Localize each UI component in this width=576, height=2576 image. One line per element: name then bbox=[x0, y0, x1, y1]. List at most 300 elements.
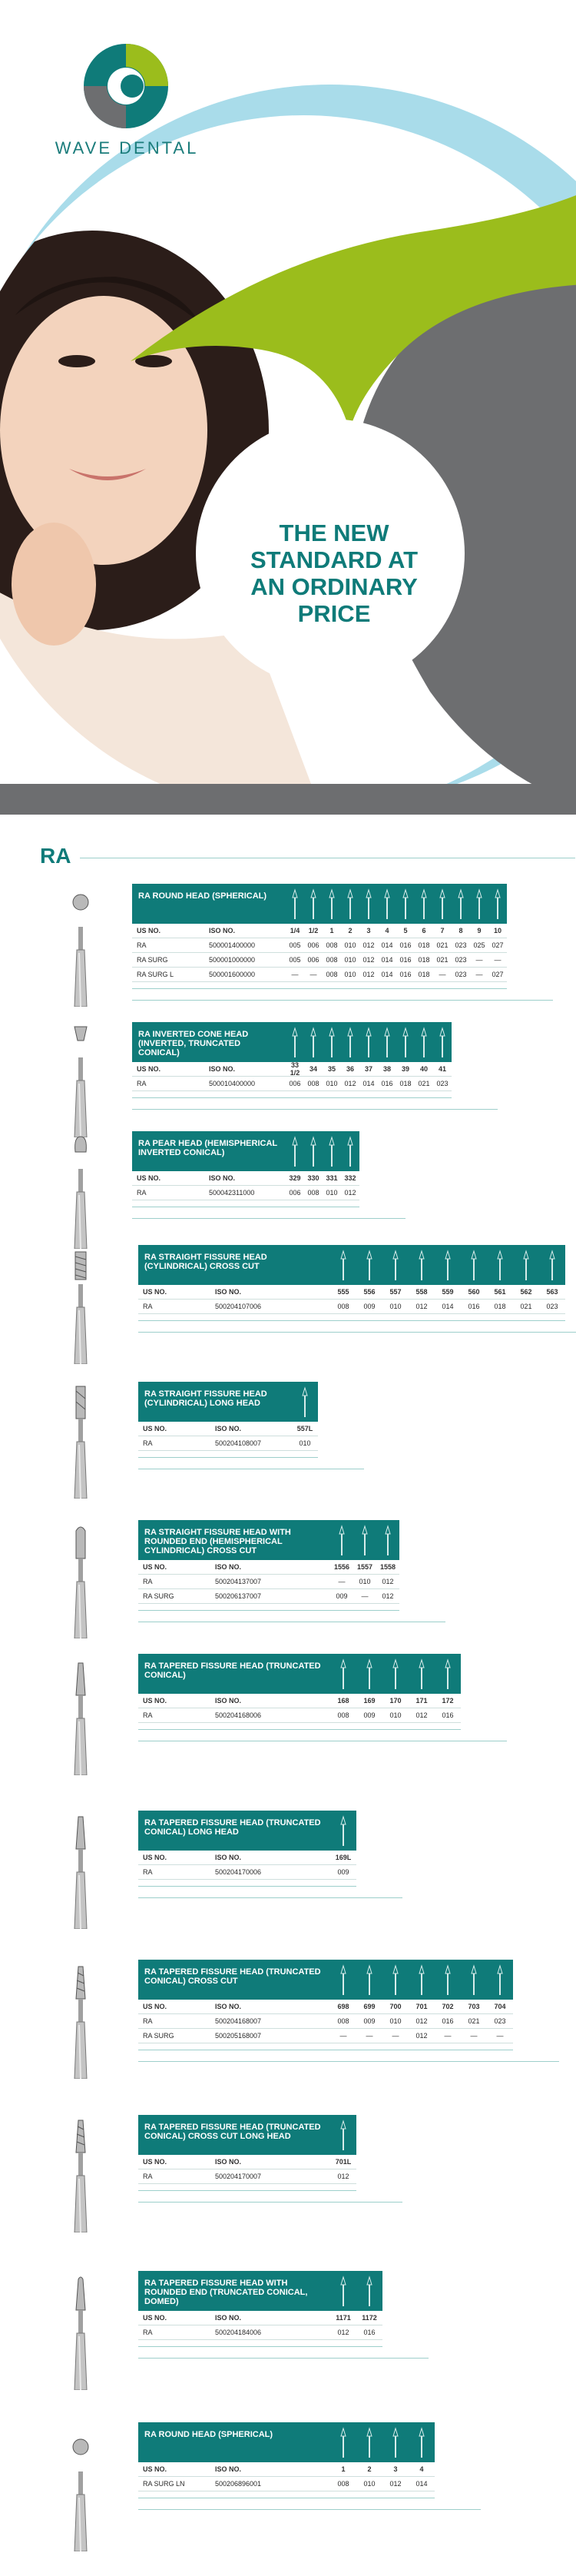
size-label: 561 bbox=[494, 1288, 506, 1296]
us-no-cell: RA bbox=[143, 1578, 153, 1585]
us-no-cell: RA bbox=[143, 2173, 153, 2180]
diameter-cell: 021 bbox=[468, 2017, 480, 2025]
us-no-header: US NO. bbox=[143, 2158, 167, 2166]
table-header bbox=[138, 2115, 356, 2155]
iso-no-cell: 500042311000 bbox=[209, 1189, 255, 1197]
diameter-cell: 012 bbox=[344, 1080, 356, 1087]
table-row bbox=[132, 968, 507, 982]
diameter-cell: 016 bbox=[381, 1080, 393, 1087]
us-no-cell: RA bbox=[143, 2329, 153, 2336]
iso-no-cell: 500204168007 bbox=[215, 2017, 262, 2025]
bur-image bbox=[68, 1022, 94, 1141]
product-table bbox=[138, 1654, 507, 1741]
diameter-cell: 016 bbox=[363, 2329, 376, 2336]
diameter-cell: — bbox=[310, 971, 317, 978]
size-silhouette-icon bbox=[461, 1245, 487, 1285]
us-no-header: US NO. bbox=[143, 2314, 167, 2322]
table-row bbox=[132, 1077, 452, 1091]
size-label: 698 bbox=[337, 2003, 349, 2010]
section-title: RA bbox=[40, 844, 71, 868]
diameter-cell: 008 bbox=[337, 2480, 349, 2488]
product-table bbox=[138, 2115, 402, 2203]
size-silhouette-icon bbox=[488, 884, 507, 924]
bur-image bbox=[68, 2117, 94, 2236]
table-divider bbox=[132, 1000, 553, 1001]
size-silhouette-icon bbox=[359, 1022, 378, 1062]
product-title: RA TAPERED FISSURE HEAD (TRUNCATED CONICAL) CROSS CUT LONG HEAD bbox=[144, 2123, 321, 2141]
size-label: 36 bbox=[346, 1065, 354, 1073]
table-column-headers bbox=[132, 924, 507, 938]
diameter-cell: 006 bbox=[289, 1080, 301, 1087]
table-column-headers bbox=[138, 2462, 435, 2477]
diameter-cell: — bbox=[496, 2032, 504, 2040]
us-no-cell: RA SURG L bbox=[137, 971, 174, 978]
diameter-cell: 006 bbox=[307, 941, 319, 949]
us-no-header: US NO. bbox=[137, 1174, 161, 1182]
us-no-cell: RA bbox=[143, 1303, 153, 1310]
bur-image bbox=[68, 1814, 94, 1933]
size-label: 557L bbox=[296, 1425, 313, 1432]
iso-no-cell: 500204168006 bbox=[215, 1711, 262, 1719]
diameter-cell: 021 bbox=[436, 956, 449, 964]
size-label: 41 bbox=[438, 1065, 446, 1073]
size-silhouette-icon bbox=[539, 1245, 565, 1285]
size-silhouette-icon bbox=[356, 2271, 382, 2311]
diameter-cell: 008 bbox=[307, 1080, 319, 1087]
size-label: 40 bbox=[419, 1065, 428, 1073]
diameter-cell: 008 bbox=[337, 2017, 349, 2025]
size-label: 329 bbox=[289, 1174, 301, 1182]
diameter-cell: 018 bbox=[418, 941, 430, 949]
diameter-cell: 012 bbox=[337, 2173, 349, 2180]
bur-image bbox=[68, 2275, 94, 2394]
table-divider bbox=[138, 2509, 481, 2510]
diameter-cell: 012 bbox=[415, 2017, 428, 2025]
diameter-cell: 008 bbox=[326, 941, 338, 949]
table-divider bbox=[138, 2061, 559, 2062]
diameter-cell: — bbox=[392, 2032, 399, 2040]
iso-no-header: ISO NO. bbox=[215, 2314, 242, 2322]
diameter-cell: 010 bbox=[326, 1189, 338, 1197]
size-silhouette-icon bbox=[433, 884, 452, 924]
size-label: 3 bbox=[366, 927, 371, 934]
size-label: 1171 bbox=[336, 2314, 351, 2322]
section-header bbox=[40, 844, 539, 867]
diameter-cell: 012 bbox=[344, 1189, 356, 1197]
us-no-header: US NO. bbox=[143, 1563, 167, 1571]
diameter-cell: — bbox=[439, 971, 446, 978]
diameter-cell: 010 bbox=[359, 1578, 371, 1585]
product-table bbox=[132, 1022, 498, 1110]
us-no-header: US NO. bbox=[137, 927, 161, 934]
table-divider bbox=[132, 1097, 452, 1098]
diameter-cell: 021 bbox=[520, 1303, 532, 1310]
diameter-cell: — bbox=[338, 1578, 346, 1585]
size-silhouette-icon bbox=[286, 1131, 304, 1171]
hero-headline bbox=[219, 520, 449, 627]
us-no-cell: RA SURG bbox=[143, 1592, 174, 1600]
size-silhouette-icon bbox=[435, 1960, 461, 2000]
diameter-cell: 016 bbox=[468, 1303, 480, 1310]
size-silhouette-icon bbox=[409, 1960, 435, 2000]
diameter-cell: 016 bbox=[399, 971, 412, 978]
size-label: 6 bbox=[422, 927, 426, 934]
size-silhouette-icon bbox=[409, 1654, 435, 1694]
diameter-cell: 010 bbox=[389, 1711, 402, 1719]
size-silhouette-icon bbox=[356, 1960, 382, 2000]
iso-no-header: ISO NO. bbox=[215, 1854, 242, 1861]
size-label: 168 bbox=[337, 1697, 349, 1705]
size-silhouette-icon bbox=[330, 2115, 356, 2155]
diameter-cell: 012 bbox=[362, 956, 375, 964]
table-row bbox=[132, 938, 507, 953]
product-table bbox=[132, 884, 553, 1001]
size-label: 563 bbox=[546, 1288, 558, 1296]
us-no-header: US NO. bbox=[143, 1854, 167, 1861]
size-label: 331 bbox=[326, 1174, 338, 1182]
iso-no-header: ISO NO. bbox=[215, 1697, 242, 1705]
diameter-cell: 012 bbox=[337, 2329, 349, 2336]
diameter-cell: — bbox=[470, 2032, 478, 2040]
size-label: 2 bbox=[348, 927, 353, 934]
table-row bbox=[138, 2029, 513, 2043]
table-header bbox=[138, 1520, 399, 1560]
size-silhouette-icon bbox=[304, 1022, 323, 1062]
product-table bbox=[138, 2422, 481, 2510]
diameter-cell: — bbox=[475, 971, 483, 978]
size-label: 699 bbox=[363, 2003, 376, 2010]
headline-line-2: STANDARD AT bbox=[250, 546, 419, 573]
size-label: 172 bbox=[442, 1697, 454, 1705]
size-label: 701 bbox=[415, 2003, 428, 2010]
product-title: RA ROUND HEAD (SPHERICAL) bbox=[138, 891, 267, 901]
product-title: RA STRAIGHT FISSURE HEAD WITH ROUNDED END (HEMISPHERICAL CYLINDRICAL) CROSS CUT bbox=[144, 1528, 291, 1555]
table-column-headers bbox=[138, 2000, 513, 2014]
us-no-header: US NO. bbox=[143, 1697, 167, 1705]
size-silhouette-icon bbox=[396, 884, 415, 924]
product-title: RA STRAIGHT FISSURE HEAD (CYLINDRICAL) LONG HEAD bbox=[144, 1389, 267, 1408]
size-silhouette-icon bbox=[435, 1654, 461, 1694]
iso-no-cell: 500001400000 bbox=[209, 941, 256, 949]
table-divider bbox=[138, 2358, 429, 2359]
size-label: 559 bbox=[442, 1288, 454, 1296]
size-label: 1/2 bbox=[308, 927, 319, 934]
diameter-cell: — bbox=[339, 2032, 347, 2040]
table-divider bbox=[138, 2190, 356, 2191]
us-no-header: US NO. bbox=[143, 1425, 167, 1432]
product-title: RA TAPERED FISSURE HEAD (TRUNCATED CONICAL) LONG HEAD bbox=[144, 1818, 321, 1837]
table-column-headers bbox=[132, 1171, 359, 1186]
diameter-cell: 016 bbox=[399, 941, 412, 949]
size-silhouette-icon bbox=[435, 1245, 461, 1285]
us-no-header: US NO. bbox=[143, 1288, 167, 1296]
diameter-cell: 010 bbox=[299, 1439, 311, 1447]
size-label: 9 bbox=[477, 927, 482, 934]
bur-image bbox=[68, 891, 94, 1011]
diameter-cell: 008 bbox=[326, 971, 338, 978]
size-label: 39 bbox=[401, 1065, 409, 1073]
size-label: 169 bbox=[363, 1697, 376, 1705]
size-silhouette-icon bbox=[330, 1520, 353, 1560]
diameter-cell: 023 bbox=[455, 956, 467, 964]
table-divider bbox=[138, 1457, 318, 1458]
size-silhouette-icon bbox=[330, 1960, 356, 2000]
size-silhouette-icon bbox=[356, 2422, 382, 2462]
product-title: RA ROUND HEAD (SPHERICAL) bbox=[144, 2430, 273, 2439]
size-silhouette-icon bbox=[452, 884, 470, 924]
diameter-cell: 008 bbox=[337, 1303, 349, 1310]
table-row bbox=[138, 2325, 382, 2340]
diameter-cell: 010 bbox=[344, 971, 356, 978]
size-label: 560 bbox=[468, 1288, 480, 1296]
size-label: 558 bbox=[415, 1288, 428, 1296]
diameter-cell: 023 bbox=[546, 1303, 558, 1310]
size-silhouette-icon bbox=[409, 1245, 435, 1285]
size-label: 4 bbox=[419, 2465, 424, 2473]
iso-no-header: ISO NO. bbox=[209, 927, 236, 934]
size-silhouette-icon bbox=[341, 1131, 359, 1171]
table-header bbox=[138, 1960, 513, 2000]
bur-image bbox=[68, 2436, 94, 2555]
size-silhouette-icon bbox=[470, 884, 488, 924]
size-label: 37 bbox=[364, 1065, 372, 1073]
size-label: 33 1/2 bbox=[290, 1061, 300, 1077]
diameter-cell: — bbox=[366, 2032, 373, 2040]
product-table bbox=[132, 1131, 406, 1219]
size-label: 332 bbox=[344, 1174, 356, 1182]
us-no-cell: RA bbox=[143, 2017, 153, 2025]
table-header bbox=[138, 1382, 318, 1422]
table-divider bbox=[132, 1218, 406, 1219]
product-table bbox=[138, 1811, 402, 1898]
diameter-cell: 012 bbox=[415, 1303, 428, 1310]
table-header bbox=[132, 884, 507, 924]
diameter-cell: 023 bbox=[436, 1080, 449, 1087]
diameter-cell: 006 bbox=[307, 956, 319, 964]
diameter-cell: 016 bbox=[442, 1711, 454, 1719]
table-header bbox=[138, 2422, 435, 2462]
us-no-header: US NO. bbox=[143, 2003, 167, 2010]
size-silhouette-icon bbox=[409, 2422, 435, 2462]
table-column-headers bbox=[138, 1560, 399, 1575]
diameter-cell: 012 bbox=[362, 971, 375, 978]
diameter-cell: 023 bbox=[455, 971, 467, 978]
diameter-cell: 014 bbox=[362, 1080, 375, 1087]
table-column-headers bbox=[138, 2311, 382, 2325]
size-label: 8 bbox=[458, 927, 463, 934]
diameter-cell: 014 bbox=[381, 941, 393, 949]
us-no-cell: RA bbox=[143, 1868, 153, 1876]
diameter-cell: — bbox=[291, 971, 299, 978]
diameter-cell: 010 bbox=[344, 956, 356, 964]
table-row bbox=[132, 1186, 359, 1200]
diameter-cell: 010 bbox=[344, 941, 356, 949]
product-table bbox=[138, 1382, 364, 1469]
diameter-cell: 010 bbox=[363, 2480, 376, 2488]
wave-dental-logo-icon bbox=[80, 40, 172, 132]
table-row bbox=[132, 953, 507, 968]
table-column-headers bbox=[138, 1285, 565, 1300]
iso-no-cell: 500010400000 bbox=[209, 1080, 256, 1087]
diameter-cell: 008 bbox=[326, 956, 338, 964]
diameter-cell: 018 bbox=[418, 956, 430, 964]
diameter-cell: 023 bbox=[494, 2017, 506, 2025]
size-silhouette-icon bbox=[330, 2422, 356, 2462]
table-divider bbox=[138, 1886, 356, 1887]
table-row bbox=[138, 2477, 435, 2491]
diameter-cell: 009 bbox=[363, 1303, 376, 1310]
size-label: 330 bbox=[307, 1174, 319, 1182]
iso-no-header: ISO NO. bbox=[215, 1425, 242, 1432]
diameter-cell: 012 bbox=[415, 1711, 428, 1719]
table-divider bbox=[132, 988, 507, 989]
size-silhouette-icon bbox=[356, 1245, 382, 1285]
us-no-cell: RA bbox=[143, 1439, 153, 1447]
size-silhouette-icon bbox=[359, 884, 378, 924]
table-row bbox=[138, 2169, 356, 2184]
size-silhouette-icon bbox=[304, 1131, 323, 1171]
diameter-cell: 018 bbox=[418, 971, 430, 978]
table-column-headers bbox=[138, 1422, 318, 1436]
product-title: RA PEAR HEAD (HEMISPHERICAL INVERTED CONICAL) bbox=[138, 1139, 277, 1157]
bur-image bbox=[68, 1964, 94, 2083]
table-divider bbox=[138, 2346, 382, 2347]
iso-no-header: ISO NO. bbox=[215, 2158, 242, 2166]
iso-no-cell: 500205168007 bbox=[215, 2032, 262, 2040]
size-silhouette-icon bbox=[382, 2422, 409, 2462]
size-silhouette-icon bbox=[323, 884, 341, 924]
bur-image bbox=[68, 1383, 94, 1502]
size-silhouette-icon bbox=[330, 1811, 356, 1851]
diameter-cell: 025 bbox=[473, 941, 485, 949]
product-title: RA INVERTED CONE HEAD (INVERTED, TRUNCATED CONICAL) bbox=[138, 1030, 249, 1057]
size-silhouette-icon bbox=[353, 1520, 376, 1560]
table-column-headers bbox=[138, 1851, 356, 1865]
diameter-cell: 016 bbox=[442, 2017, 454, 2025]
size-silhouette-icon bbox=[382, 1245, 409, 1285]
headline-line-1: THE NEW bbox=[279, 520, 389, 546]
size-label: 38 bbox=[382, 1065, 391, 1073]
brand-name: WAVE DENTAL bbox=[55, 138, 199, 158]
diameter-cell: 012 bbox=[415, 2032, 428, 2040]
size-silhouette-icon bbox=[330, 1654, 356, 1694]
bur-image bbox=[68, 1660, 94, 1779]
size-label: 704 bbox=[494, 2003, 506, 2010]
us-no-header: US NO. bbox=[143, 2465, 167, 2473]
diameter-cell: 027 bbox=[492, 941, 504, 949]
table-divider bbox=[138, 1320, 565, 1321]
table-header bbox=[138, 2271, 382, 2311]
table-row bbox=[138, 2014, 513, 2029]
size-silhouette-icon bbox=[292, 1382, 318, 1422]
us-no-header: US NO. bbox=[137, 1065, 161, 1073]
diameter-cell: 018 bbox=[399, 1080, 412, 1087]
size-label: 34 bbox=[309, 1065, 317, 1073]
iso-no-header: ISO NO. bbox=[215, 2003, 242, 2010]
iso-no-cell: 500001000000 bbox=[209, 956, 256, 964]
size-label: 169L bbox=[335, 1854, 352, 1861]
product-title: RA TAPERED FISSURE HEAD WITH ROUNDED END (TRUNCATED CONICAL, DOMED) bbox=[144, 2279, 308, 2306]
iso-no-header: ISO NO. bbox=[215, 2465, 242, 2473]
diameter-cell: 008 bbox=[337, 1711, 349, 1719]
size-label: 5 bbox=[403, 927, 408, 934]
diameter-cell: 012 bbox=[389, 2480, 402, 2488]
bur-image bbox=[68, 1249, 94, 1368]
size-silhouette-icon bbox=[323, 1022, 341, 1062]
table-divider bbox=[132, 1109, 498, 1110]
diameter-cell: — bbox=[361, 1592, 369, 1600]
size-label: 1/4 bbox=[290, 927, 300, 934]
iso-no-cell: 500204108007 bbox=[215, 1439, 262, 1447]
size-label: 555 bbox=[337, 1288, 349, 1296]
table-header bbox=[132, 1022, 452, 1062]
iso-no-header: ISO NO. bbox=[215, 1288, 242, 1296]
size-label: 702 bbox=[442, 2003, 454, 2010]
product-table bbox=[138, 2271, 429, 2359]
hero-banner bbox=[0, 0, 576, 815]
product-title: RA STRAIGHT FISSURE HEAD (CYLINDRICAL) CROSS CUT bbox=[144, 1253, 267, 1271]
diameter-cell: 014 bbox=[381, 956, 393, 964]
headline-line-4: PRICE bbox=[297, 600, 371, 627]
table-row bbox=[138, 1300, 565, 1314]
iso-no-cell: 500204107006 bbox=[215, 1303, 262, 1310]
iso-no-cell: 500204170007 bbox=[215, 2173, 262, 2180]
headline-line-3: AN ORDINARY bbox=[250, 573, 418, 600]
iso-no-header: ISO NO. bbox=[209, 1065, 236, 1073]
size-label: 170 bbox=[389, 1697, 402, 1705]
table-header bbox=[138, 1811, 356, 1851]
product-title: RA TAPERED FISSURE HEAD (TRUNCATED CONICAL) bbox=[144, 1661, 321, 1680]
diameter-cell: 014 bbox=[415, 2480, 428, 2488]
table-divider bbox=[138, 1610, 399, 1611]
iso-no-cell: 500204137007 bbox=[215, 1578, 262, 1585]
diameter-cell: 016 bbox=[399, 956, 412, 964]
size-silhouette-icon bbox=[382, 1654, 409, 1694]
size-label: 556 bbox=[363, 1288, 376, 1296]
table-divider bbox=[138, 1897, 402, 1898]
size-label: 1557 bbox=[356, 1563, 373, 1571]
us-no-cell: RA bbox=[137, 941, 147, 949]
size-label: 1556 bbox=[333, 1563, 350, 1571]
us-no-cell: RA SURG bbox=[143, 2032, 174, 2040]
diameter-cell: 009 bbox=[336, 1592, 348, 1600]
size-silhouette-icon bbox=[396, 1022, 415, 1062]
diameter-cell: 010 bbox=[389, 2017, 402, 2025]
diameter-cell: 014 bbox=[442, 1303, 454, 1310]
size-silhouette-icon bbox=[286, 1022, 304, 1062]
iso-no-header: ISO NO. bbox=[209, 1174, 236, 1182]
table-divider bbox=[138, 1729, 461, 1730]
size-label: 1558 bbox=[379, 1563, 396, 1571]
bur-image bbox=[68, 1523, 94, 1642]
diameter-cell: 023 bbox=[455, 941, 467, 949]
us-no-cell: RA SURG LN bbox=[143, 2480, 185, 2488]
iso-no-cell: 500001600000 bbox=[209, 971, 256, 978]
size-label: 2 bbox=[367, 2465, 372, 2473]
table-row bbox=[138, 1708, 461, 1723]
bur-image bbox=[68, 1134, 94, 1253]
diameter-cell: — bbox=[494, 956, 502, 964]
diameter-cell: 012 bbox=[382, 1578, 394, 1585]
diameter-cell: 010 bbox=[326, 1080, 338, 1087]
size-label: 701L bbox=[335, 2158, 352, 2166]
table-header bbox=[132, 1131, 359, 1171]
iso-no-header: ISO NO. bbox=[215, 1563, 242, 1571]
diameter-cell: 021 bbox=[436, 941, 449, 949]
product-table bbox=[138, 1960, 559, 2062]
size-label: 1172 bbox=[362, 2314, 377, 2322]
diameter-cell: 009 bbox=[363, 2017, 376, 2025]
